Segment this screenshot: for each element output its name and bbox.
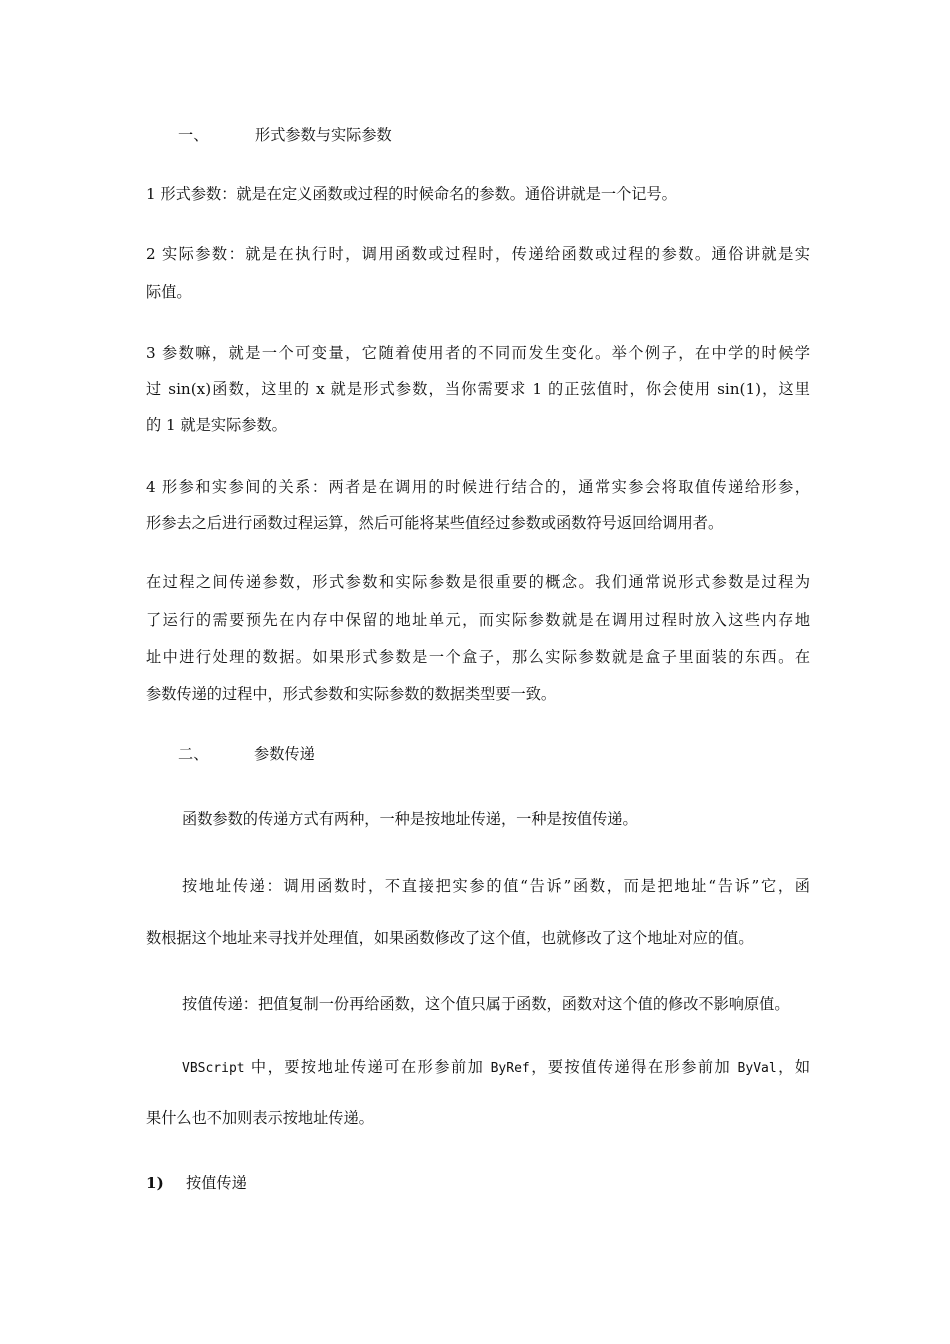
paragraph-text: ，如 <box>776 1058 811 1076</box>
code-keyword: VBScript <box>182 1061 245 1076</box>
paragraph-line: 2 实际参数：就是在执行时，调用函数或过程时，传递给函数或过程的参数。通俗讲就是实 <box>146 245 810 263</box>
paragraph-line: 的 1 就是实际参数。 <box>146 416 287 434</box>
code-keyword: ByVal <box>737 1061 777 1076</box>
subsection-title: 按值传递 <box>186 1174 247 1192</box>
section-title: 形式参数与实际参数 <box>255 126 392 144</box>
paragraph-line: 果什么也不加则表示按地址传递。 <box>146 1109 374 1127</box>
section-title: 参数传递 <box>254 745 315 763</box>
paragraph-line: 1 形式参数：就是在定义函数或过程的时候命名的参数。通俗讲就是一个记号。 <box>146 185 677 203</box>
paragraph-line: 数根据这个地址来寻找并处理值，如果函数修改了这个值，也就修改了这个地址对应的值。 <box>146 929 754 947</box>
paragraph-line: 在过程之间传递参数，形式参数和实际参数是很重要的概念。我们通常说形式参数是过程为 <box>146 573 810 591</box>
section-number: 二、 <box>178 745 209 763</box>
paragraph-line: 按地址传递：调用函数时，不直接把实参的值“告诉”函数，而是把地址“告诉”它，函 <box>182 877 810 895</box>
paragraph-line: 按值传递：把值复制一份再给函数，这个值只属于函数，函数对这个值的修改不影响原值。 <box>182 995 790 1013</box>
paragraph-line: 过 sin(x)函数，这里的 x 就是形式参数，当你需要求 1 的正弦值时，你会使用 sin(1)，这里 <box>146 380 810 398</box>
paragraph-line: 形参去之后进行函数过程运算，然后可能将某些值经过参数或函数符号返回给调用者。 <box>146 514 724 532</box>
section-number: 一、 <box>178 126 209 144</box>
paragraph-line: 址中进行处理的数据。如果形式参数是一个盒子，那么实际参数就是盒子里面装的东西。在 <box>146 648 810 666</box>
code-keyword: ByRef <box>490 1061 530 1076</box>
paragraph-line: 4 形参和实参间的关系：两者是在调用的时候进行结合的，通常实参会将取值传递给形参， <box>146 478 810 496</box>
paragraph-line: 了运行的需要预先在内存中保留的地址单元，而实际参数就是在调用过程时放入这些内存地 <box>146 611 810 629</box>
paragraph-line: 3 参数嘛，就是一个可变量，它随着使用者的不同而发生变化。举个例子，在中学的时候学 <box>146 344 810 362</box>
paragraph-text: 中，要按地址传递可在形参前加 <box>244 1058 491 1076</box>
paragraph-line: 函数参数的传递方式有两种，一种是按地址传递，一种是按值传递。 <box>182 810 638 828</box>
paragraph-line: 际值。 <box>146 283 192 301</box>
paragraph-line: 参数传递的过程中，形式参数和实际参数的数据类型要一致。 <box>146 685 557 703</box>
subsection-number: 1) <box>146 1174 164 1192</box>
paragraph-line <box>182 1057 810 1079</box>
paragraph-text: ，要按值传递得在形参前加 <box>529 1058 738 1076</box>
